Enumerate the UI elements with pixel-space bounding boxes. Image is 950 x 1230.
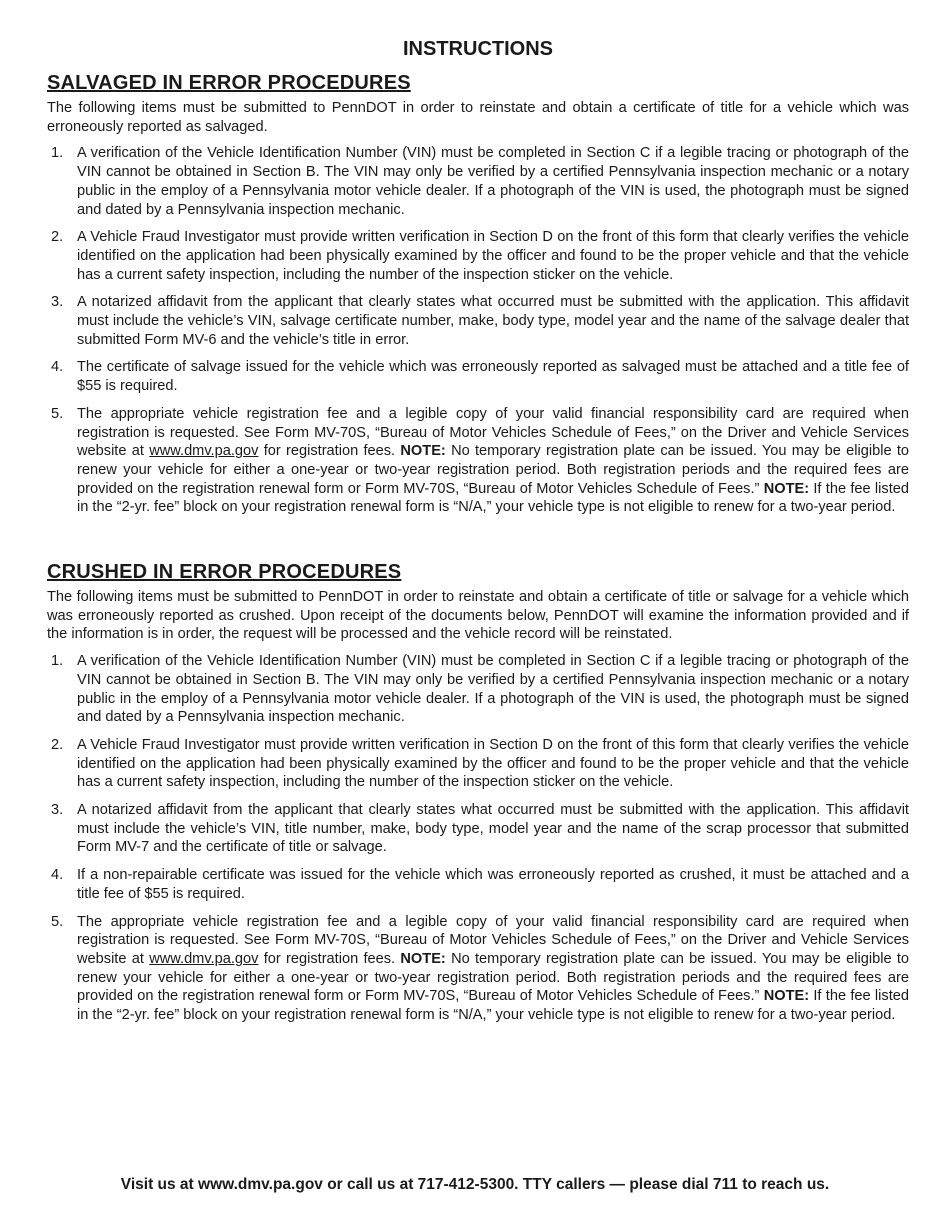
item-number: 2. xyxy=(51,229,64,246)
note-label: NOTE: xyxy=(763,988,810,1005)
item-text: A verification of the Vehicle Identification Number (VIN) must be completed in Section C if a legible tracing or photograph of the VIN cannot be obtained in Section B. The VIN may only be verified by a certified Pennsylvania inspection mechanic or a notary public in the employ of a Pennsylvania motor vehicle dealer. If a photograph of the VIN is used, the photograph must be signed and dated by a Pennsylvania inspection mechanic. xyxy=(77,145,909,218)
note-label: NOTE: xyxy=(763,480,810,497)
item-text: A Vehicle Fraud Investigator must provide written verification in Section D on the front of this form that clearly verifies the vehicle identified on the application had been physically examined by the officer and found to be the proper vehicle and that the vehicle has a current safety inspection, including the number of the inspection sticker on the vehicle. xyxy=(77,736,909,791)
crushed-intro: The following items must be submitted to PennDOT in order to reinstate and obtain a certificate of title or salvage for a vehicle which was erroneously reported as crushed. Upon receipt of the documents below, PennDOT will examine the information provided and if the information is in order, the request will be processed and the vehicle record will be reinstated. xyxy=(47,589,909,643)
dmv-website-link[interactable]: www.dmv.pa.gov xyxy=(149,443,259,460)
crushed-section xyxy=(47,561,909,1034)
crushed-list xyxy=(47,652,909,1025)
item-number: 5. xyxy=(51,913,64,930)
note-label: NOTE: xyxy=(400,950,446,967)
item-text: The appropriate vehicle registration fee and a legible copy of your valid financial responsibility card are required when registration is requested. See Form MV-70S, “Bureau of Motor Vehicles Schedule of Fees,” on the Driver and Vehicle Services website at xyxy=(77,913,909,967)
salvaged-list xyxy=(47,144,909,517)
item-text: A notarized affidavit from the applicant that clearly states what occurred must be submitted with the application. This affidavit must include the vehicle’s VIN, title number, make, body type, model year and the name of the scrap processor that submitted Form MV-7 and the certificate of title or salvage. xyxy=(77,802,909,856)
item-text: A verification of the Vehicle Identification Number (VIN) must be completed in Section C if a legible tracing or photograph of the VIN cannot be obtained in Section B. The VIN may only be verified by a certified Pennsylvania inspection mechanic or a notary public in the employ of a Pennsylvania motor vehicle dealer. If a photograph of the VIN is used, the photograph must be signed and dated by a Pennsylvania inspection mechanic. xyxy=(77,653,909,726)
list-item xyxy=(47,144,909,219)
salvaged-section xyxy=(47,72,909,526)
list-item xyxy=(47,736,909,792)
list-item xyxy=(47,913,909,1025)
item-text: If the fee listed in the “2-yr. fee” block on your registration renewal form is “N/A,” your vehicle type is not eligible to renew for a two-year period. xyxy=(77,988,909,1024)
item-number: 1. xyxy=(51,653,64,670)
item-number: 5. xyxy=(51,405,64,422)
salvaged-intro: The following items must be submitted to PennDOT in order to reinstate and obtain a certificate of title for a vehicle which was erroneously reported as salvaged. xyxy=(47,100,909,135)
list-item xyxy=(47,358,909,395)
item-text: No temporary registration plate can be issued. You may be eligible to renew your vehicle for either a one-year or two-year registration period. Both registration periods and the required fees are provided on the registration renewal form or Form MV-70S, “Bureau of Motor Vehicles Schedule of Fees.” xyxy=(77,950,909,1005)
item-text: A Vehicle Fraud Investigator must provide written verification in Section D on the front of this form that clearly verifies the vehicle identified on the application had been physically examined by the officer and found to be the proper vehicle and that the vehicle has a current safety inspection, including the number of the inspection sticker on the vehicle. xyxy=(77,229,909,283)
item-number: 4. xyxy=(51,867,64,884)
list-item xyxy=(47,405,909,517)
item-text: for registration fees. xyxy=(258,443,401,460)
item-number: 4. xyxy=(51,359,64,376)
item-text: The certificate of salvage issued for the vehicle which was erroneously reported as salvaged must be attached and a title fee of $55 is required. xyxy=(77,359,909,395)
section-heading-salvaged: SALVAGED IN ERROR PROCEDURES xyxy=(47,72,411,94)
item-number: 2. xyxy=(51,736,64,753)
footer-contact: Visit us at www.dmv.pa.gov or call us at 717-412-5300. TTY callers — please dial 711 to reach us. xyxy=(120,1176,830,1193)
item-text: The appropriate vehicle registration fee and a legible copy of your valid financial responsibility card are required when registration is requested. See Form MV-70S, “Bureau of Motor Vehicles Schedule of Fees,” on the Driver and Vehicle Services website at xyxy=(77,405,909,460)
item-text: No temporary registration plate can be issued. You may be eligible to renew your vehicle for either a one-year or two-year registration period. Both registration periods and the required fees are provided on the registration renewal form or Form MV-70S, “Bureau of Motor Vehicles Schedule of Fees.” xyxy=(77,443,909,497)
list-item xyxy=(47,652,909,727)
item-text: A notarized affidavit from the applicant that clearly states what occurred must be submitted with the application. This affidavit must include the vehicle’s VIN, salvage certificate number, make, body type, model year and the name of the salvage dealer that submitted Form MV-6 and the vehicle’s title in error. xyxy=(77,294,909,348)
section-heading-crushed: CRUSHED IN ERROR PROCEDURES xyxy=(47,561,402,583)
item-number: 3. xyxy=(51,294,64,311)
list-item xyxy=(47,866,909,903)
item-text: If the fee listed in the “2-yr. fee” block on your registration renewal form is “N/A,” your vehicle type is not eligible to renew for a two-year period. xyxy=(77,480,909,516)
list-item xyxy=(47,228,909,284)
item-text: for registration fees. xyxy=(258,950,401,967)
item-number: 3. xyxy=(51,802,64,819)
page-title: INSTRUCTIONS xyxy=(403,38,553,60)
dmv-website-link[interactable]: www.dmv.pa.gov xyxy=(149,950,259,967)
item-number: 1. xyxy=(51,145,64,162)
note-label: NOTE: xyxy=(400,443,446,460)
list-item xyxy=(47,801,909,857)
list-item xyxy=(47,293,909,349)
item-text: If a non-repairable certificate was issued for the vehicle which was erroneously reported as crushed, it must be attached and a title fee of $55 is required. xyxy=(77,867,909,902)
